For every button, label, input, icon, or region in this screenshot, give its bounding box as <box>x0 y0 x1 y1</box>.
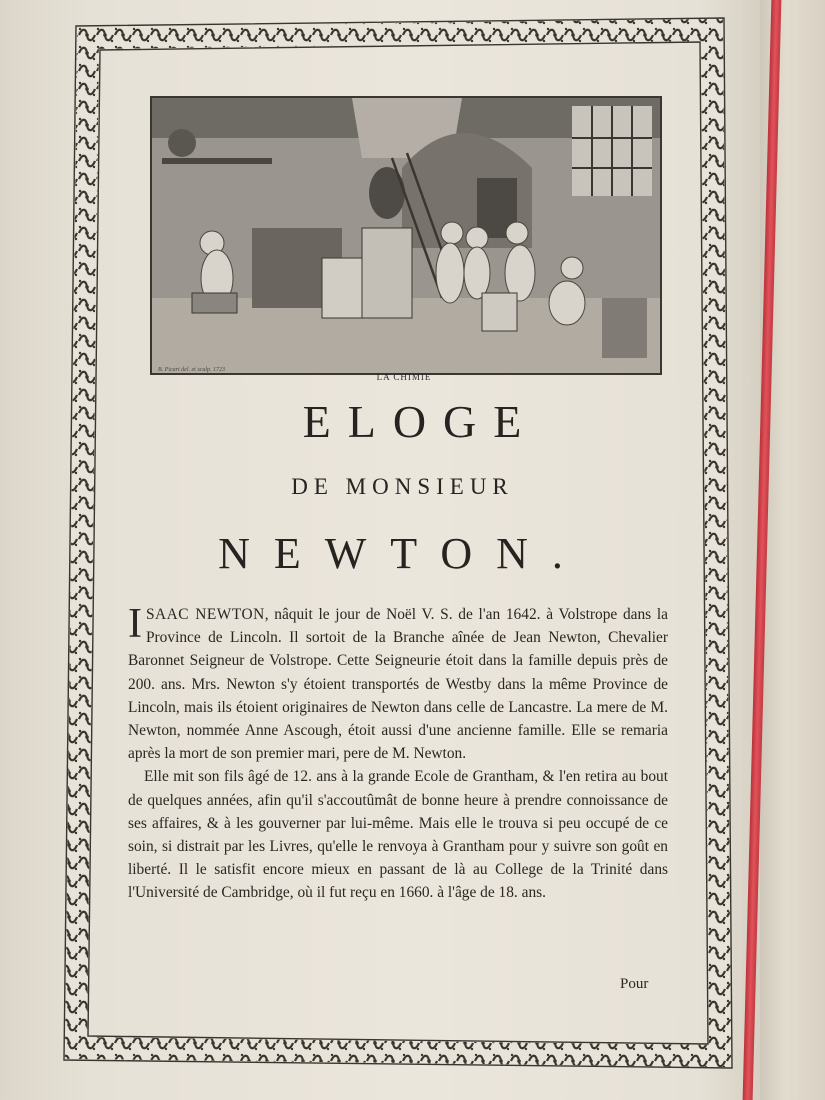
catchword: Pour <box>620 976 649 992</box>
drop-cap: I <box>128 601 142 647</box>
paragraph-1 <box>128 603 668 765</box>
title-eloge: ELOGE <box>302 396 539 447</box>
plate-credit: B. Picart del. et sculp. 1723 <box>158 367 225 373</box>
body-text <box>128 603 668 905</box>
title-newton: NEWTON. <box>218 529 587 578</box>
opening-words: SAAC NEWTON <box>146 606 265 623</box>
paragraph-2: Elle mit son fils âgé de 12. ans à la grande Ecole de Grantham, & l'en retira au bout de quelques années, afin qu'il s'accoutûmât de bonne heure à prendre connoissance de ses affaires, & à les gouverner par lui-même. Mais elle le trouva si peu occupé de ce soin, si distrait par les Livres, qu'elle le renvoya à Grantham pour y suivre son goût en liberté. Il le satisfit encore mieux en passant de là au College de la Trinité dans l'Université de Cambridge, où il fut reçu en 1660. à l'âge de 18. ans. <box>128 768 668 902</box>
paragraph-1-text: , nâquit le jour de Noël V. S. de l'an 1642. à Volstrope dans la Province de Lincoln. Il sortoit de la Branche aînée de Jean Newton, Chevalier Baronnet Seigneur de Volstrope. Cette Seigneurie étoit dans la famille depuis près de 200. ans. Mrs. Newton s'y étoient transportés de Westby dans la même Province de Lincoln, mais ils étoient originaires de Newton dans celle de Lancastre. La mere de M. Newton, nommée Anne Ascough, étoit aussi d'une ancienne famille. Elle se remaria après la mort de son premier mari, pere de M. Newton. <box>128 606 669 763</box>
title-de-monsieur: DE MONSIEUR <box>291 474 514 499</box>
engraving-plate <box>150 96 662 375</box>
plate-title: LA CHIMIE <box>376 372 432 382</box>
chemistry-scene-illustration <box>152 98 660 373</box>
